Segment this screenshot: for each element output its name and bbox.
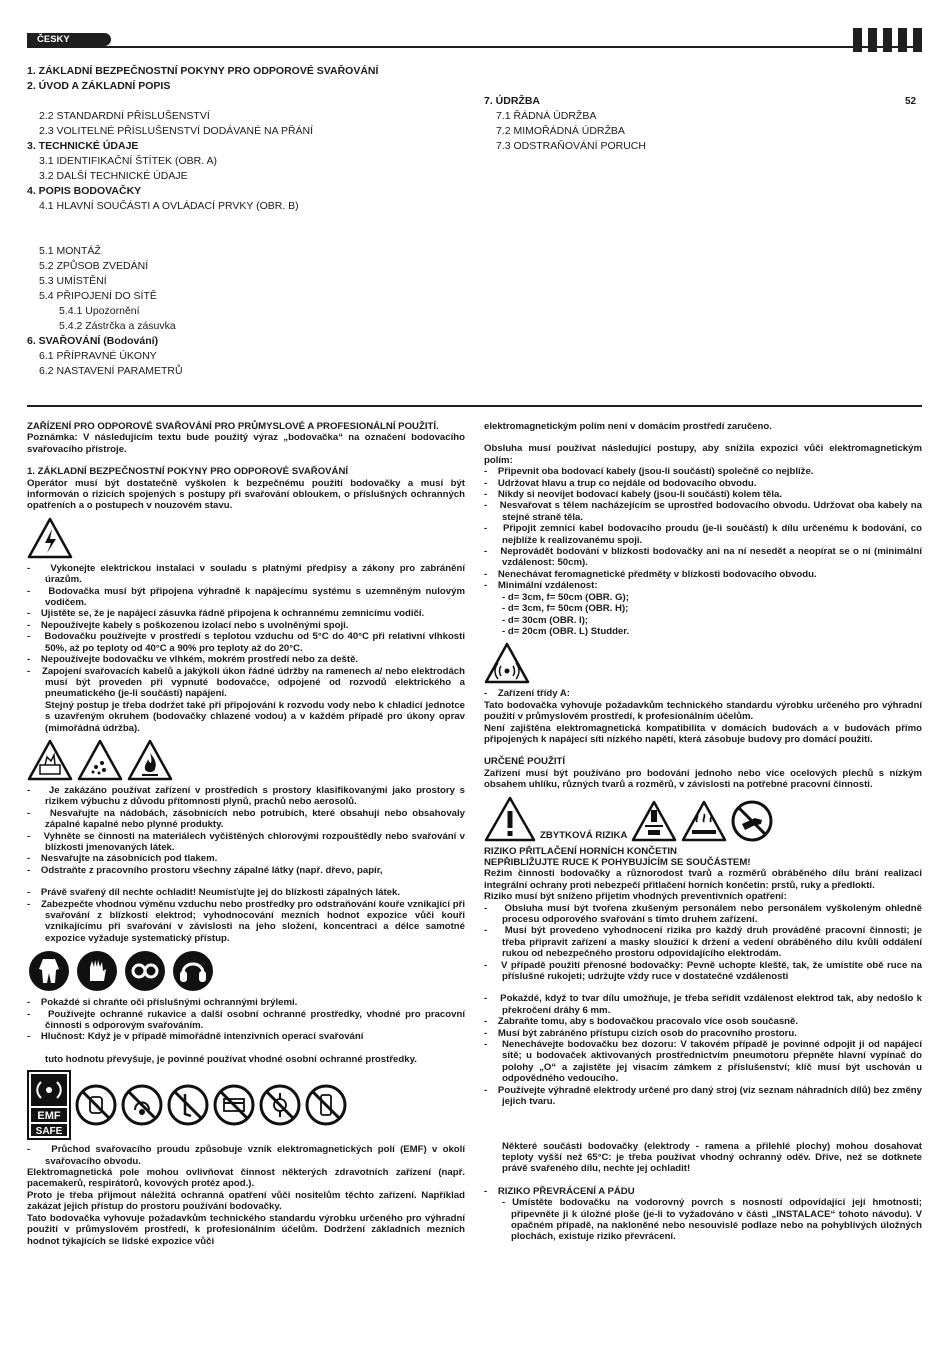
toc-entry: 5.4 PŘIPOJENÍ DO SÍTĚ xyxy=(39,290,157,302)
emf-class-a-icon xyxy=(484,642,530,684)
paragraph: tuto hodnotu převyšuje, je povinné používat vhodné osobní ochranné prostředky. xyxy=(45,1053,417,1065)
toc-entry: 3.1 IDENTIFIKAČNÍ ŠTÍTEK (OBR. A) xyxy=(39,155,217,167)
bullet-item: - Vyhněte se činnosti na materiálech vyčištěných chlorovými rozpouštědly nebo svařování v blízkosti jmenovaných látek. xyxy=(27,830,465,853)
toc-entry: 5.4.1 Upozornění xyxy=(59,305,140,317)
safety-pictograms xyxy=(484,642,922,684)
explosion-hazard-icon xyxy=(27,739,73,781)
paragraph: Stejný postup je třeba dodržet také při připojování k rozvodu vody nebo k chladicí jednotce s uzavřeným okruhem (bodovačky chlazené vodou) a v každém případě pro úkony oprav (mimořádná údržba). xyxy=(45,699,465,734)
bullet-item: - Pokaždé si chraňte oči příslušnými ochrannými brýlemi. xyxy=(27,997,298,1009)
safety-pictograms xyxy=(27,1070,465,1140)
paragraph: Riziko musí být sníženo přijetím vhodných preventivních opatření: xyxy=(484,891,787,903)
paragraph-spacer xyxy=(27,876,465,887)
bullet-item: - Musí být provedeno vyhodnocení rizika pro každý druh prováděné pracovní činnosti; je třeba připravit zařízení a masky sloužící k držení a vedení obráběného dílu kvůli oddálení rukou od nebezpečného prostoru odpovídajícího elektrodám. xyxy=(484,925,922,960)
paragraph-spacer xyxy=(484,1108,922,1119)
bullet-item: - Odstraňte z pracovního prostoru všechny zápalné látky (např. dřevo, papír, xyxy=(27,864,383,876)
paragraph-spacer xyxy=(484,1119,922,1130)
toc-entry: 6.1 PŘÍPRAVNÉ ÚKONY xyxy=(39,350,157,362)
toc-entry: 2.2 STANDARDNÍ PŘÍSLUŠENSTVÍ xyxy=(39,110,210,122)
bullet-item: - Nenechávat feromagnetické předměty v blízkosti bodovacího obvodu. xyxy=(484,568,817,580)
bullet-item: - Vykonejte elektrickou instalaci v souladu s platnými předpisy a zákony pro zabránění úrazům. xyxy=(27,562,465,586)
bullet-item: - Nenechávejte bodovačku bez dozoru: V takovém případě je povinné odpojit ji od napájecí sítě; u bodovaček aktivovaných prostřednictvím pneumotoru přepněte hlavní vypínač do polohy „O“ a zajistěte jej visacím zámkem z příslušenství; klíč musí být uschován u odpovědného vedoucího. xyxy=(484,1039,922,1085)
paragraph: elektromagnetickým polím není v domácím prostředí zaručeno. xyxy=(484,421,772,432)
toc-entry: 1. ZÁKLADNÍ BEZPEČNOSTNÍ POKYNY PRO ODPOROVÉ SVAŘOVÁNÍ xyxy=(27,65,379,77)
electric-hazard-icon xyxy=(27,517,73,559)
toc-entry: 3. TECHNICKÉ ÚDAJE xyxy=(27,140,139,152)
bullet-item: - Používejte výhradně elektrody určené pro daný stroj (viz seznam náhradních dílů) bez změny jejich tvaru. xyxy=(484,1084,922,1108)
bullet-item: - Obsluha musí být tvořena zkušeným personálem nebo personálem vyškoleným ohledně procesu odporového svařování s tímto druhem zařízení. xyxy=(484,902,922,925)
bullet-item: - Bodovačka musí být připojena výhradně k napájecímu systému s uzemněným nulovým vodičem. xyxy=(27,585,465,609)
paragraph-spacer xyxy=(484,1175,922,1186)
no-pacemaker-icon xyxy=(75,1070,117,1140)
paragraph: Operátor musí být dostatečně vyškolen k bezpečnému použití bodovačky a musí být informován o rizicích spojených s postupy při svařování obloukem, o příslušných ochranných opatřeních a o postupech v nouzovém stavu. xyxy=(27,477,465,512)
paragraph: URČENÉ POUŽITÍ xyxy=(484,756,566,768)
bullet-item: - Hlučnost: Když je v případě mimořádně intenzivních operací svařování xyxy=(27,1031,364,1043)
safety-pictograms xyxy=(27,517,465,559)
bullet-item: - Připojit zemnicí kabel bodovacího proudu (je-li součástí) k dílu určenému k bodování, co nejblíže k realizovanému spoji. xyxy=(484,523,922,546)
bullet-item: - Pokaždé, když to tvar dílu umožňuje, je třeba seřídit vzdálenost elektrod tak, aby nedošlo k překročení dráhy 6 mm. xyxy=(484,993,922,1016)
toc-entry: 6.2 NASTAVENÍ PARAMETRŮ xyxy=(39,365,183,377)
paragraph: Tato bodovačka vyhovuje požadavkům technického standardu výrobku určeného pro výhradní použití v průmyslovém prostředí, k profesionálním účelům. xyxy=(484,699,922,723)
paragraph: Obsluha musí používat následující postupy, aby snížila expozici vůči elektromagnetickým polím: xyxy=(484,443,922,466)
section-rule xyxy=(27,405,922,407)
toc-entry: 7.2 MIMOŘÁDNÁ ÚDRŽBA xyxy=(496,125,625,137)
bullet-item: - Neprovádět bodování v blízkosti bodovačky ani na ní nesedět a neopírat se o ní (minimální vzdálenost: 50cm). xyxy=(484,546,922,569)
bullet-item: - d= 3cm, f= 50cm (OBR. H); xyxy=(502,603,629,615)
paragraph: Režim činnosti bodovačky a různorodost tvarů a rozměrů obráběného dílu brání realizaci integrální ochrany proti nebezpečí přitlačení horních končetin: prstů, ruky a předloktí. xyxy=(484,868,922,891)
bullet-item: - Připevnit oba bodovací kabely (jsou-li součástí) společně co nejblíže. xyxy=(484,466,814,478)
bullet-item: - Právě svařený díl nechte ochladit! Neumísťujte jej do blízkosti zápalných látek. xyxy=(27,887,400,899)
header-bars xyxy=(853,28,922,52)
paragraph: Poznámka: V následujícím textu bude použitý výraz „bodovačka“ na označení bodovacího svařovacího přístroje. xyxy=(27,432,465,455)
bullet-item: - Nesvařujte na zásobnících pod tlakem. xyxy=(27,853,218,865)
bullet-item: - Bodovačku používejte v prostředí s teplotou vzduchu od 5°C do 40°C při relativní vlhkosti 50%, až po teploty od 40°C a 90% pro teploty až do 20°C. xyxy=(27,631,465,654)
paragraph: Tato bodovačka vyhovuje požadavkům technického standardu výrobku určeného pro výhradní použití v průmyslovém prostředí, k profesionálním účelům. Dodržení základních mezních hodnot týkajících se lidské expozice vůči xyxy=(27,1212,465,1247)
toc-spacer xyxy=(27,214,477,244)
bullet-item: - d= 30cm (OBR. I); xyxy=(502,614,589,626)
hot-surface-icon xyxy=(681,800,727,842)
bullet-item: - Zapojení svařovacích kabelů a jakýkoli úkon řádné údržby na ramenech a/ nebo elektrodách musí být proveden při vypnuté bodovačce, odpojené od rozvodů elektrického a pneumatického (je-li součástí) napájení. xyxy=(27,665,465,700)
page-number: 52 xyxy=(905,96,917,107)
flammable-hazard-icon xyxy=(127,739,173,781)
bullet-item: - Udržovat hlavu a trup co nejdále od bodovacího obvodu. xyxy=(484,477,757,489)
no-watch-icon xyxy=(259,1070,301,1140)
paragraph: Některé součásti bodovačky (elektrody - ramena a přilehlé plochy) mohou dosahovat teploty vyšší než 65°C: je třeba používat vhodný ochranný oděv. Dříve, než se dotknete právě svařeného dílu, nechte jej ochladit! xyxy=(502,1140,922,1175)
paragraph: 1. ZÁKLADNÍ BEZPEČNOSTNÍ POKYNY PRO ODPOROVÉ SVAŘOVÁNÍ xyxy=(27,466,349,478)
paragraph: NEPŘIBLIŽUJTE RUCE K POHYBUJÍCÍM SE SOUČÁSTEM! xyxy=(484,856,751,868)
toc-entry: 5.3 UMÍSTĚNÍ xyxy=(39,275,107,287)
bullet-item: - Je zakázáno používat zařízení v prostředích s prostory klasifikovanými jako prostory s rizikem výbuchu z důvodu přítomnosti plynů, prachů nebo aerosolů. xyxy=(27,784,465,808)
bullet-item: - Umístěte bodovačku na vodorovný povrch s nosností odpovídající její hmotnosti; připevněte ji k úložné ploše (je-li to vyžadováno v části „INSTALACE“ tohoto návodu). V opačném případě, na nakloněné nebo nesouvislé podlaze nebo na pohyblivých úložných plochách, existuje riziko převrácení. xyxy=(502,1197,922,1243)
bullet-item: - Nepoužívejte kabely s poškozenou izolací nebo s uvolněnými spoji. xyxy=(27,619,349,631)
bullet-item: - Musí být zabráněno přístupu cizích osob do pracovního prostoru. xyxy=(484,1027,797,1039)
svg-text:SAFE: SAFE xyxy=(35,1126,63,1138)
ear-protection-icon xyxy=(171,949,215,993)
table-of-contents-right xyxy=(484,94,884,154)
protective-gloves-icon xyxy=(75,949,119,993)
toc-entry: 2. ÚVOD A ZÁKLADNÍ POPIS xyxy=(27,80,171,92)
general-warning-icon xyxy=(484,796,536,842)
emf-safe-icon xyxy=(27,1070,71,1140)
toc-entry: 5.2 ZPŮSOB ZVEDÁNÍ xyxy=(39,260,149,272)
paragraph: Zařízení musí být používáno pro bodování jednoho nebo více ocelových plechů s nízkým obsahem uhlíku, různých tvarů a rozměrů, v závislosti na potřebné pracovní činnosti. xyxy=(484,767,922,791)
crushing-hazard-icon xyxy=(631,800,677,842)
paragraph-spacer xyxy=(27,1043,465,1054)
paragraph-spacer xyxy=(484,1130,922,1141)
bullet-item: - Nepoužívejte bodovačku ve vlhkém, mokrém prostředí nebo za deště. xyxy=(27,654,359,666)
bullet-item: - Nikdy si neovíjet bodovací kabely (jsou-li součástí) kolem těla. xyxy=(484,489,783,501)
safety-pictograms xyxy=(27,739,465,781)
toc-entry: 7.1 ŘÁDNÁ ÚDRŽBA xyxy=(496,110,597,122)
no-electronic-device-icon xyxy=(305,1070,347,1140)
table-of-contents-left xyxy=(27,64,477,379)
dust-hazard-icon xyxy=(77,739,123,781)
protective-clothing-icon xyxy=(27,949,71,993)
bullet-item: - Průchod svařovacího proudu způsobuje vznik elektromagnetických polí (EMF) v okolí svařovacího obvodu. xyxy=(27,1144,465,1167)
bullet-item: - Zabezpečte vhodnou výměnu vzduchu nebo prostředky pro odstraňování kouře vznikající při svařování z blízkosti elektrod; vyhodnocování mezních hodnot expozice vůči kouři vznikajícímu při svařování v závislosti na jeho složení, koncentraci a délce samotné expozice vyžaduje systematický přístup. xyxy=(27,898,465,944)
toc-entry: 3.2 DALŠÍ TECHNICKÉ ÚDAJE xyxy=(39,170,188,182)
bullet-item: - V případě použití přenosné bodovačky: Pevně uchopte kleště, tak, že umístíte obě ruce na příslušné rukojeti; udržujte vždy ruce v dostatečné vzdálenosti xyxy=(484,959,922,983)
no-hands-icon xyxy=(731,800,773,842)
bullet-item: - d= 20cm (OBR. L) Studder. xyxy=(502,625,630,637)
safety-goggles-icon xyxy=(123,949,167,993)
pictogram-caption: ZBYTKOVÁ RIZIKA xyxy=(540,830,628,842)
bullet-item: - d= 3cm, f= 50cm (OBR. G); xyxy=(502,591,629,603)
bullet-item: - Nesvařujte na nádobách, zásobnících nebo potrubích, které obsahují nebo obsahovaly zápalné kapalné nebo plynné produkty. xyxy=(27,807,465,831)
bullet-item: - Používejte ochranné rukavice a další osobní ochranné prostředky, vhodné pro pracovní činnosti s odporovým svařováním. xyxy=(27,1008,465,1032)
no-prosthesis-icon xyxy=(167,1070,209,1140)
no-magnetic-card-icon xyxy=(213,1070,255,1140)
toc-entry: 5.4.2 Zástrčka a zásuvka xyxy=(59,320,176,332)
bullet-item: - RIZIKO PŘEVRÁCENÍ A PÁDU xyxy=(484,1185,635,1197)
paragraph: Není zajištěna elektromagnetická kompatibilita v domácích budovách a v budovách přímo připojených k napájecí síti nízkého napětí, která zásobuje budovy pro domácí použití. xyxy=(484,722,922,745)
bullet-item: - Zabraňte tomu, aby s bodovačkou pracovalo více osob současně. xyxy=(484,1016,799,1028)
toc-spacer xyxy=(27,94,477,109)
header-rule xyxy=(27,46,922,48)
language-tab: ČESKY xyxy=(27,33,111,46)
safety-pictograms xyxy=(484,796,922,842)
paragraph: ZAŘÍZENÍ PRO ODPOROVÉ SVAŘOVÁNÍ PRO PRŮMYSLOVÉ A PROFESIONÁLNÍ POUŽITÍ. xyxy=(27,421,439,432)
no-metal-implant-icon xyxy=(121,1070,163,1140)
toc-entry: 6. SVAŘOVÁNÍ (Bodování) xyxy=(27,335,159,347)
paragraph-spacer xyxy=(27,455,465,466)
right-column xyxy=(484,421,922,1243)
toc-entry: 4. POPIS BODOVAČKY xyxy=(27,185,142,197)
toc-entry: 5.1 MONTÁŽ xyxy=(39,245,101,257)
safety-pictograms xyxy=(27,949,465,993)
paragraph: Elektromagnetická pole mohou ovlivňovat činnost některých zdravotních zařízení (např. pacemakerů, respirátorů, kovových protéz apod.). xyxy=(27,1167,465,1190)
left-column xyxy=(27,421,465,1247)
bullet-item: - Minimální vzdálenost: xyxy=(484,580,598,592)
paragraph-spacer xyxy=(484,432,922,443)
toc-entry: 7.3 ODSTRAŇOVÁNÍ PORUCH xyxy=(496,140,646,152)
paragraph: Proto je třeba přijmout náležitá ochranná opatření vůči nositelům těchto zařízení. Například zakázat jejich přístup do prostoru používání bodovačky. xyxy=(27,1189,465,1213)
toc-entry: 7. ÚDRŽBA xyxy=(484,95,541,107)
bullet-item: - Ujistěte se, že je napájecí zásuvka řádně připojena k ochrannému zemnicímu vodiči. xyxy=(27,608,425,620)
paragraph-spacer xyxy=(484,982,922,993)
svg-text:EMF: EMF xyxy=(37,1110,61,1123)
toc-entry: 4.1 HLAVNÍ SOUČÁSTI A OVLÁDACÍ PRVKY (OBR. B) xyxy=(39,200,299,212)
toc-entry: 2.3 VOLITELNÉ PŘÍSLUŠENSTVÍ DODÁVANÉ NA PŘÁNÍ xyxy=(39,125,314,137)
paragraph-spacer xyxy=(484,745,922,756)
bullet-item: - Nesvařovat s tělem nacházejícím se uprostřed bodovacího obvodu. Udržovat oba kabely na stejné straně těla. xyxy=(484,500,922,523)
bullet-item: - Zařízení třídy A: xyxy=(484,688,570,700)
paragraph: RIZIKO PŘITLAČENÍ HORNÍCH KONČETIN xyxy=(484,845,677,857)
